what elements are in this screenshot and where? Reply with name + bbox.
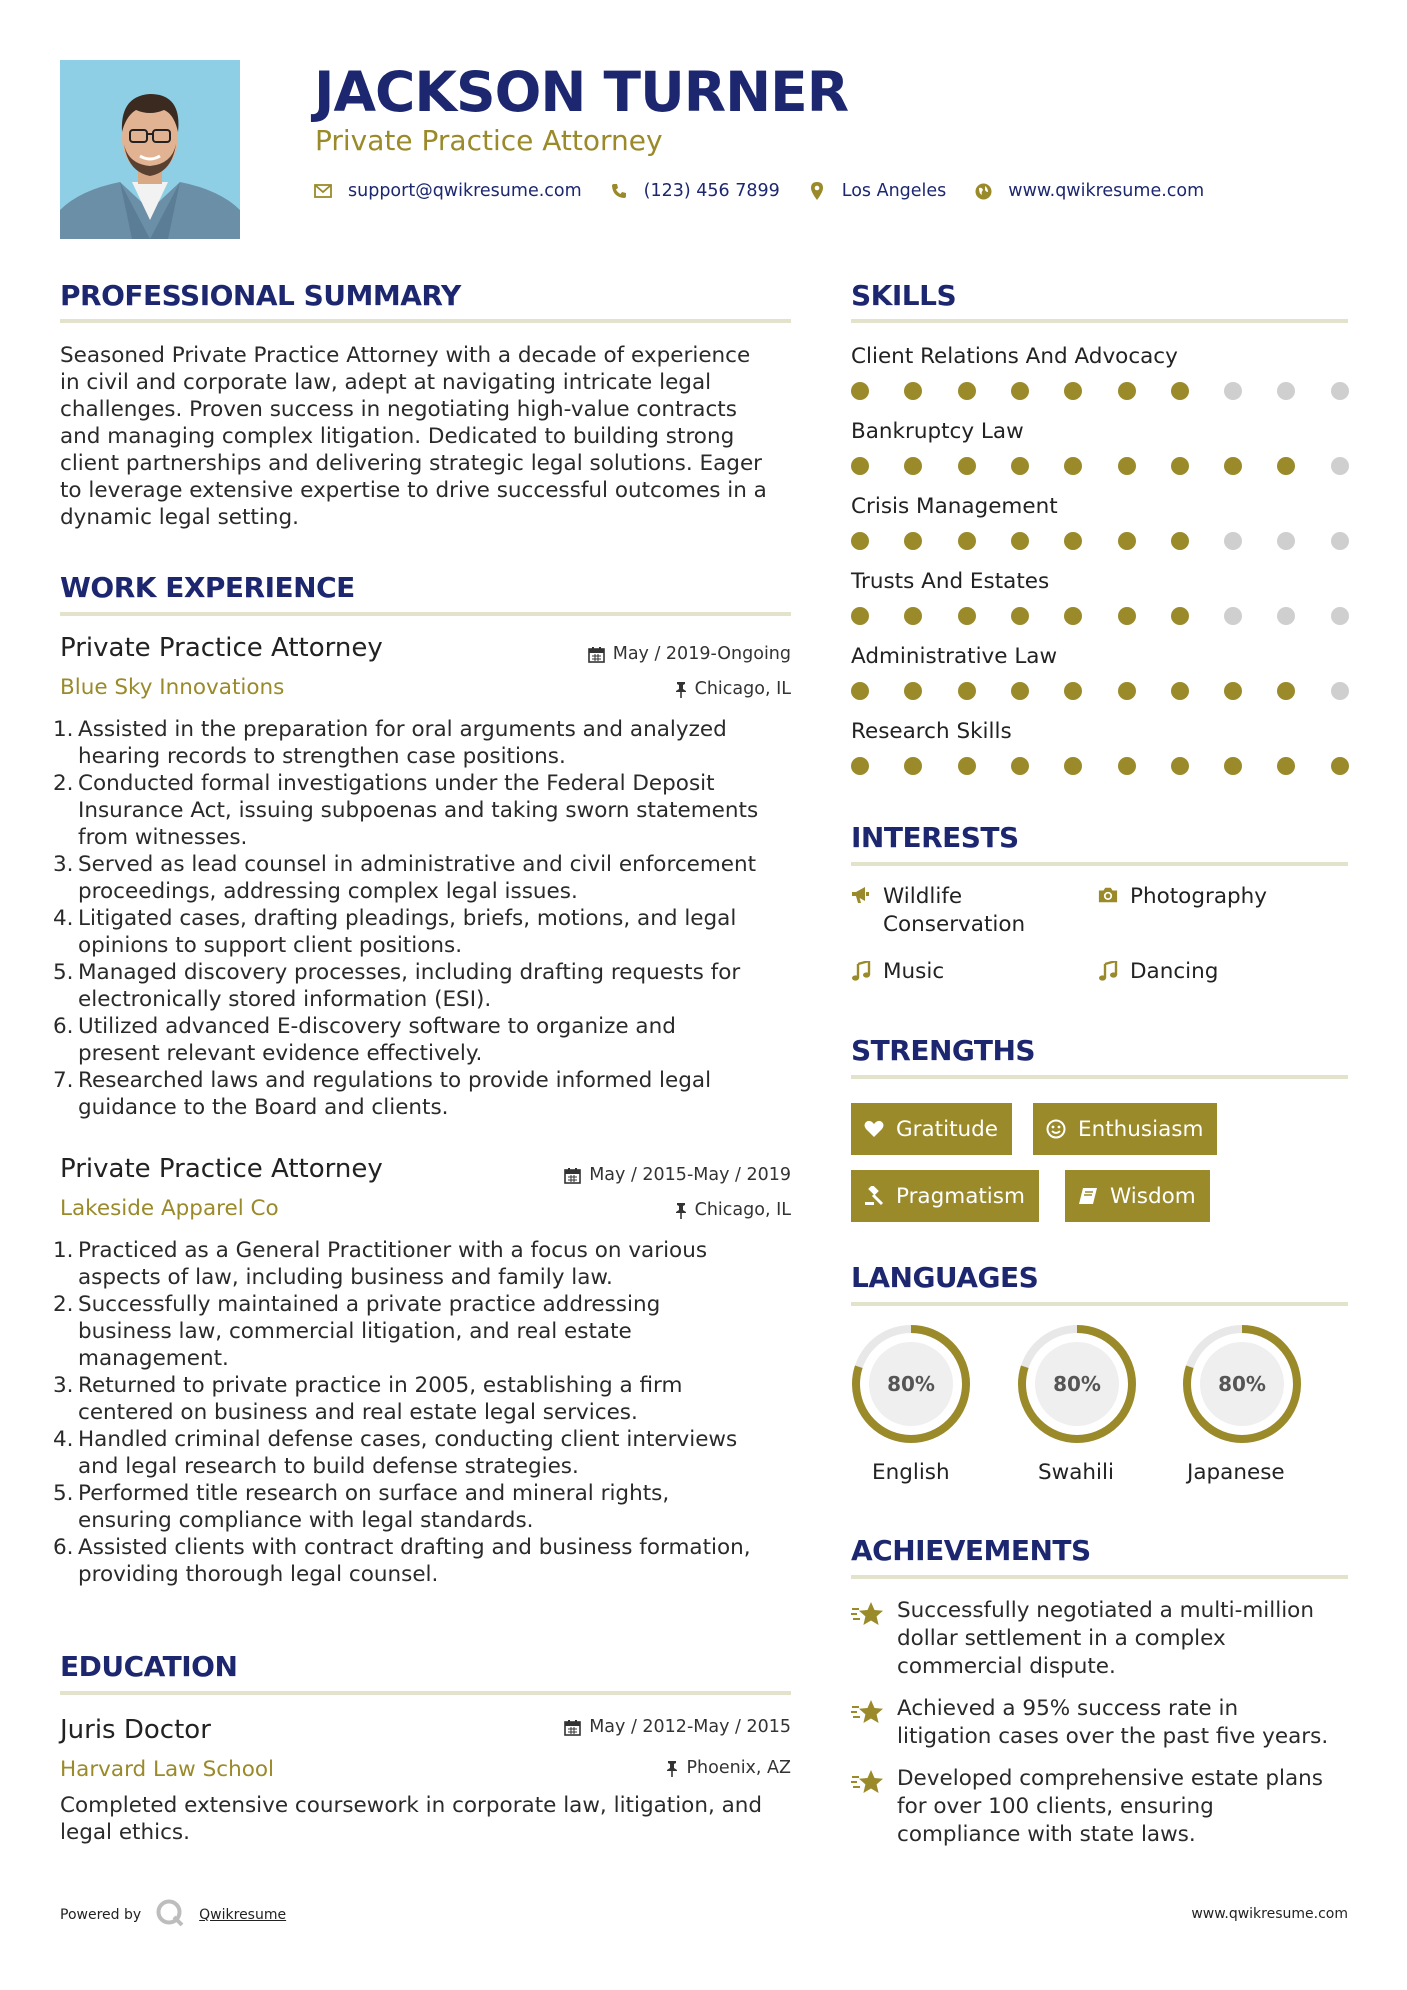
education-divider (60, 1691, 791, 1695)
rating-dot-filled (1064, 382, 1082, 400)
skill-name: Trusts And Estates (851, 569, 1050, 594)
rating-dot-empty (1331, 457, 1349, 475)
rating-dot-filled (1171, 457, 1189, 475)
achievement-item: Achieved a 95% success rate in litigation cases over the past five years. (851, 1695, 1351, 1751)
rating-dot-filled (1064, 607, 1082, 625)
rating-dot-filled (904, 382, 922, 400)
location-text: Los Angeles (841, 181, 947, 201)
interest-item: Wildlife Conservation (851, 883, 1025, 939)
language-gauge (1015, 1322, 1139, 1446)
rating-dot-empty (1224, 532, 1242, 550)
rating-dot-filled (1118, 382, 1136, 400)
rating-dot-filled (1064, 757, 1082, 775)
strengths-divider (851, 1075, 1348, 1079)
list-item: 2. Successfully maintained a private practice addressing business law, commercial litigation, and real estate management. (53, 1292, 661, 1371)
pushpin-icon (666, 1760, 678, 1777)
rating-dot-filled (1118, 757, 1136, 775)
job-bullets (53, 1237, 800, 1588)
job-date: May / 2019-Ongoing (588, 643, 791, 665)
achievement-item: Successfully negotiated a multi-million dollar settlement in a complex commercial dispute. (851, 1597, 1351, 1681)
rating-dot-filled (958, 607, 976, 625)
music-icon (1098, 961, 1118, 986)
rating-dot-filled (1011, 757, 1029, 775)
pushpin-icon (675, 1202, 687, 1219)
rating-dot-filled (1064, 682, 1082, 700)
rating-dot-filled (1277, 457, 1295, 475)
contact-email[interactable] (314, 181, 582, 201)
interest-item: Music (851, 958, 944, 986)
rating-dot-filled (1171, 607, 1189, 625)
job-location: Chicago, IL (675, 1199, 791, 1221)
achievements-divider (851, 1575, 1348, 1579)
rating-dot-filled (851, 682, 869, 700)
rating-dot-filled (1011, 532, 1029, 550)
rating-dot-filled (1011, 382, 1029, 400)
map-pin-icon (808, 182, 826, 200)
interests-divider (851, 862, 1348, 866)
education-location: Phoenix, AZ (666, 1757, 791, 1779)
language-name: Swahili (1038, 1460, 1114, 1485)
education-date: May / 2012-May / 2015 (564, 1716, 791, 1738)
rating-dot-filled (851, 457, 869, 475)
achievements-heading: ACHIEVEMENTS (851, 1534, 1091, 1567)
achievement-item: Developed comprehensive estate plans for over 100 clients, ensuring compliance with state laws. (851, 1765, 1351, 1849)
rating-dot-empty (1331, 607, 1349, 625)
list-item: 6. Assisted clients with contract drafting and business formation, providing thorough legal counsel. (53, 1535, 751, 1587)
rating-dot-filled (904, 532, 922, 550)
language-ring (1180, 1322, 1304, 1446)
list-item: 2. Conducted formal investigations under the Federal Deposit Insurance Act, issuing subpoenas and taking sworn statements from witnesses. (53, 771, 759, 850)
footer-powered-by: Powered by Qwikresume (60, 1898, 286, 1932)
rating-dot-filled (904, 682, 922, 700)
job-title: Private Practice Attorney (60, 633, 383, 663)
skills-heading: SKILLS (851, 279, 957, 312)
book-icon (1078, 1187, 1098, 1205)
phone-icon (610, 182, 628, 200)
star-icon (851, 1601, 887, 1681)
contact-bar (314, 178, 1204, 204)
globe-icon (974, 182, 992, 200)
calendar-icon (588, 646, 605, 663)
star-icon (851, 1769, 887, 1849)
ring-percent-label: 80% (887, 1372, 935, 1396)
language-gauge (849, 1322, 973, 1446)
rating-dot-filled (958, 532, 976, 550)
list-item: 4. Litigated cases, drafting pleadings, briefs, motions, and legal opinions to support client positions. (53, 906, 737, 958)
rating-dot-filled (1064, 532, 1082, 550)
list-item: 4. Handled criminal defense cases, conducting client interviews and legal research to build defense strategies. (53, 1427, 738, 1479)
languages-heading: LANGUAGES (851, 1261, 1039, 1294)
list-item: 7. Researched laws and regulations to provide informed legal guidance to the Board and clients. (53, 1068, 712, 1120)
job-company: Blue Sky Innovations (60, 675, 285, 700)
job-date: May / 2015-May / 2019 (564, 1164, 791, 1186)
rating-dot-filled (1011, 682, 1029, 700)
strength-tag: Gratitude (851, 1103, 1012, 1155)
gavel-icon (864, 1186, 884, 1206)
rating-dot-filled (1331, 757, 1349, 775)
list-item: 3. Returned to private practice in 2005, establishing a firm centered on business and real estate legal services. (53, 1373, 683, 1425)
rating-dot-filled (1171, 532, 1189, 550)
rating-dot-empty (1331, 382, 1349, 400)
degree-title: Juris Doctor (60, 1715, 211, 1745)
email-text: support@qwikresume.com (348, 181, 582, 201)
rating-dot-filled (1171, 382, 1189, 400)
contact-location (808, 181, 947, 201)
strength-tag: Wisdom (1065, 1170, 1210, 1222)
heart-icon (864, 1120, 884, 1138)
ring-percent-label: 80% (1053, 1372, 1101, 1396)
summary-heading: PROFESSIONAL SUMMARY (60, 279, 461, 312)
strengths-heading: STRENGTHS (851, 1034, 1036, 1067)
rating-dot-filled (958, 382, 976, 400)
bullhorn-icon (851, 886, 871, 939)
skill-name: Administrative Law (851, 644, 1058, 669)
languages-divider (851, 1302, 1348, 1306)
rating-dot-filled (1224, 757, 1242, 775)
rating-dot-filled (1118, 682, 1136, 700)
experience-divider (60, 612, 791, 616)
rating-dot-filled (1171, 757, 1189, 775)
calendar-icon (564, 1167, 581, 1184)
rating-dot-filled (851, 607, 869, 625)
skill-name: Crisis Management (851, 494, 1058, 519)
smile-icon (1046, 1119, 1066, 1139)
job-location: Chicago, IL (675, 678, 791, 700)
job-bullets (53, 716, 800, 1121)
candidate-name: JACKSON TURNER (314, 60, 849, 124)
summary-text: Seasoned Private Practice Attorney with a decade of experience in civil and corporate law, adept at navigating intricate legal challenges. Proven success in negotiating high-value contracts and managing complex litigation. Dedicated to building strong client partnerships and delivering strategic legal solutions. Eager to leverage extensive expertise to drive successful outcomes in a dynamic legal setting. (60, 343, 767, 530)
rating-dot-filled (1118, 457, 1136, 475)
rating-dot-filled (1171, 682, 1189, 700)
rating-dot-filled (904, 757, 922, 775)
star-icon (851, 1699, 887, 1751)
contact-website[interactable] (974, 181, 1204, 201)
summary-divider (60, 319, 791, 323)
interest-item: Dancing (1098, 958, 1218, 986)
rating-dot-filled (904, 457, 922, 475)
rating-dot-filled (1118, 532, 1136, 550)
footer-website[interactable]: www.qwikresume.com (1191, 1906, 1348, 1922)
language-name: English (872, 1460, 950, 1485)
list-item: 5. Managed discovery processes, including drafting requests for electronically stored information (ESI). (53, 960, 741, 1012)
education-heading: EDUCATION (60, 1650, 238, 1683)
rating-dot-filled (1011, 457, 1029, 475)
rating-dot-empty (1331, 682, 1349, 700)
rating-dot-filled (1277, 757, 1295, 775)
list-item: 6. Utilized advanced E-discovery software to organize and present relevant evidence effectively. (53, 1014, 676, 1066)
rating-dot-filled (958, 682, 976, 700)
ring-percent-label: 80% (1218, 1372, 1266, 1396)
rating-dot-filled (1011, 607, 1029, 625)
school-name: Harvard Law School (60, 1757, 274, 1782)
skill-name: Bankruptcy Law (851, 419, 1024, 444)
calendar-icon (564, 1719, 581, 1736)
strength-tag: Pragmatism (851, 1170, 1039, 1222)
list-item: 3. Served as lead counsel in administrative and civil enforcement proceedings, addressing complex legal issues. (53, 852, 757, 904)
education-description: Completed extensive coursework in corporate law, litigation, and legal ethics. (60, 1793, 763, 1845)
rating-dot-filled (958, 757, 976, 775)
rating-dot-empty (1224, 607, 1242, 625)
language-gauge (1180, 1322, 1304, 1446)
rating-dot-filled (1118, 607, 1136, 625)
list-item: 5. Performed title research on surface and mineral rights, ensuring compliance with legal standards. (53, 1481, 670, 1533)
qwikresume-link[interactable]: Qwikresume (199, 1907, 287, 1923)
phone-text: (123) 456 7899 (643, 181, 780, 201)
rating-dot-empty (1331, 532, 1349, 550)
interests-heading: INTERESTS (851, 821, 1019, 854)
rating-dot-filled (1224, 457, 1242, 475)
website-text: www.qwikresume.com (1008, 181, 1205, 201)
skill-name: Client Relations And Advocacy (851, 344, 1178, 369)
rating-dot-filled (904, 607, 922, 625)
contact-phone[interactable] (610, 181, 780, 201)
job-title: Private Practice Attorney (60, 1154, 383, 1184)
qwikresume-logo-icon (155, 1898, 185, 1932)
rating-dot-filled (1277, 682, 1295, 700)
skills-divider (851, 319, 1348, 323)
rating-dot-filled (851, 382, 869, 400)
rating-dot-filled (851, 532, 869, 550)
rating-dot-filled (851, 757, 869, 775)
rating-dot-filled (1224, 682, 1242, 700)
strength-tag: Enthusiasm (1033, 1103, 1217, 1155)
rating-dot-empty (1277, 532, 1295, 550)
rating-dot-empty (1224, 382, 1242, 400)
rating-dot-filled (958, 457, 976, 475)
envelope-icon (314, 182, 332, 200)
music-icon (851, 961, 871, 986)
list-item: 1. Practiced as a General Practitioner with a focus on various aspects of law, including business and family law. (53, 1238, 708, 1290)
skill-name: Research Skills (851, 719, 1012, 744)
list-item: 1. Assisted in the preparation for oral arguments and analyzed hearing records to strengthen case positions. (53, 717, 727, 769)
profile-photo (60, 60, 240, 239)
interest-item: Photography (1098, 883, 1267, 911)
rating-dot-empty (1277, 382, 1295, 400)
job-company: Lakeside Apparel Co (60, 1196, 279, 1221)
camera-icon (1098, 886, 1118, 911)
pushpin-icon (675, 681, 687, 698)
language-name: Japanese (1187, 1460, 1285, 1485)
language-ring (849, 1322, 973, 1446)
language-ring (1015, 1322, 1139, 1446)
candidate-title: Private Practice Attorney (315, 124, 663, 157)
experience-heading: WORK EXPERIENCE (60, 571, 355, 604)
rating-dot-filled (1064, 457, 1082, 475)
rating-dot-empty (1277, 607, 1295, 625)
